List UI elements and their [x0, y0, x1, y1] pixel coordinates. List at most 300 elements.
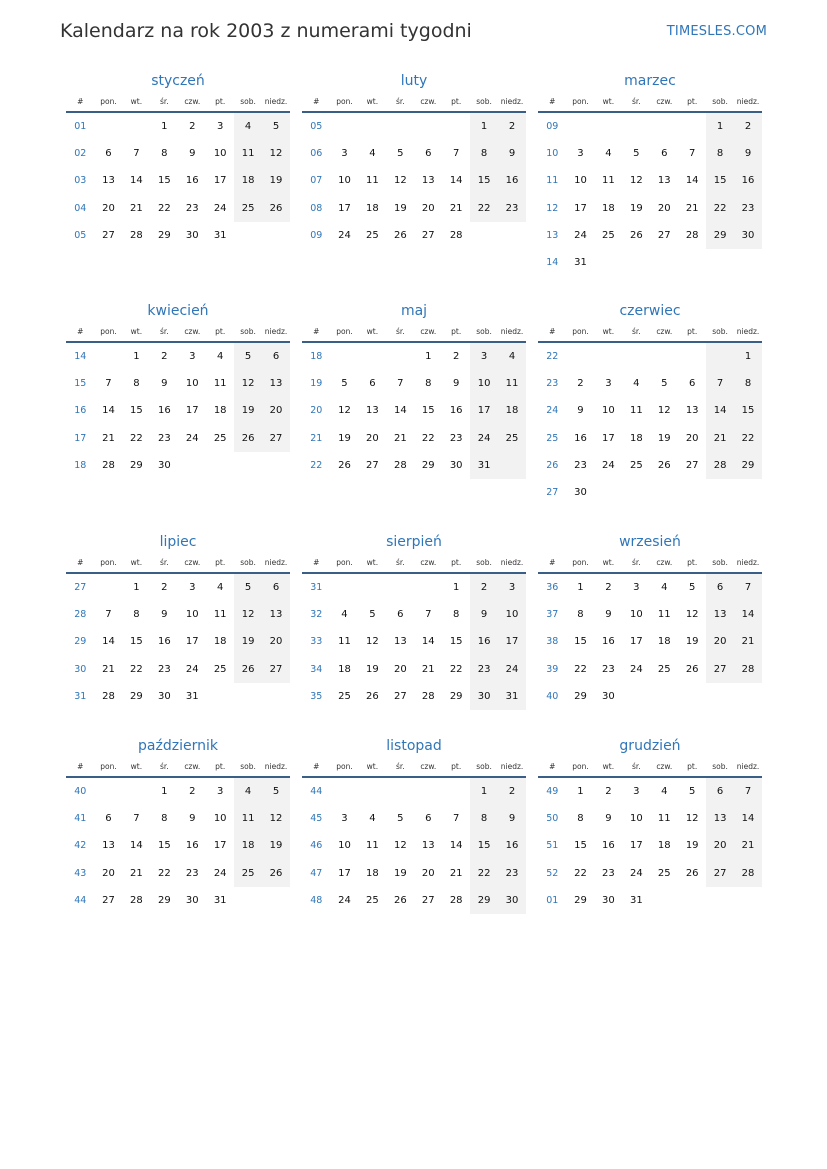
day-cell: 5: [262, 777, 290, 805]
day-cell: 9: [161, 378, 168, 390]
week-row: [538, 860, 762, 887]
week-row: [302, 370, 526, 397]
week-number: 09: [546, 121, 559, 133]
day-cell: 12: [629, 175, 643, 187]
week-number: 01: [74, 121, 87, 133]
day-cell: 19: [393, 202, 407, 214]
week-row: [66, 397, 290, 424]
month-grudzień: [538, 735, 762, 914]
day-cell: [262, 887, 290, 914]
day-cell: 28: [734, 860, 762, 887]
day-cell: 27: [657, 229, 671, 241]
day-cell: [262, 683, 290, 710]
month-table: [538, 92, 762, 276]
day-cell: 10: [185, 609, 199, 621]
week-row: [66, 222, 290, 249]
weekday-header: wt.: [122, 757, 150, 777]
week-number-header: #: [538, 553, 567, 573]
week-number: 46: [310, 840, 323, 852]
week-number: 11: [546, 175, 559, 187]
day-cell: 19: [234, 397, 262, 424]
day-cell: 10: [213, 813, 227, 825]
day-cell: 29: [157, 229, 171, 241]
month-luty: [302, 70, 526, 249]
day-cell: 29: [130, 690, 143, 702]
week-number-header: #: [302, 322, 331, 342]
day-cell: 13: [393, 636, 407, 648]
day-cell: 29: [421, 459, 435, 471]
weekday-header: czw.: [650, 553, 678, 573]
day-cell: 14: [393, 405, 407, 417]
month-table: [302, 322, 526, 479]
day-cell: 28: [449, 229, 463, 241]
day-cell: 23: [498, 195, 526, 222]
week-row: [302, 342, 526, 370]
day-cell: 7: [452, 813, 460, 825]
day-cell: 16: [185, 840, 199, 852]
day-cell: 30: [498, 887, 526, 914]
day-cell: 2: [605, 786, 612, 798]
week-row: [538, 249, 762, 276]
day-cell: 24: [498, 656, 526, 683]
week-row: [538, 628, 762, 655]
day-cell: 11: [602, 175, 615, 187]
day-cell: 11: [498, 370, 526, 397]
day-cell: 8: [133, 609, 140, 621]
day-cell: 17: [338, 202, 351, 214]
day-cell: 24: [629, 663, 643, 675]
day-cell: 9: [577, 405, 584, 417]
day-cell: 22: [130, 432, 143, 444]
day-cell: 22: [470, 195, 498, 222]
week-row: [538, 195, 762, 222]
day-cell: 11: [366, 175, 379, 187]
day-cell: 7: [133, 148, 140, 160]
day-cell: [234, 887, 262, 914]
day-cell: 16: [470, 628, 498, 655]
week-number: 17: [74, 432, 87, 444]
day-cell: [622, 112, 650, 140]
day-cell: [594, 342, 622, 370]
day-cell: 30: [602, 690, 615, 702]
month-table: [302, 757, 526, 914]
day-cell: 26: [657, 459, 671, 471]
day-cell: 14: [421, 636, 435, 648]
day-cell: 16: [498, 832, 526, 859]
day-cell: 19: [685, 636, 699, 648]
week-number-header: #: [538, 92, 567, 112]
week-number: 25: [546, 432, 559, 444]
week-row: [538, 573, 762, 601]
week-number: 14: [546, 257, 559, 269]
month-table: [538, 757, 762, 914]
day-cell: [622, 479, 650, 506]
day-cell: 28: [102, 690, 115, 702]
day-cell: 17: [574, 202, 587, 214]
day-cell: [358, 342, 386, 370]
weekday-header: wt.: [122, 322, 150, 342]
weekday-header: sob.: [234, 757, 262, 777]
day-cell: 2: [161, 582, 168, 594]
day-cell: [594, 479, 622, 506]
day-cell: 7: [105, 378, 112, 390]
week-row: [538, 425, 762, 452]
day-cell: [206, 683, 234, 710]
day-cell: 19: [629, 202, 643, 214]
day-cell: 15: [470, 832, 498, 859]
weekday-header: niedz.: [262, 553, 290, 573]
day-cell: 25: [498, 425, 526, 452]
day-cell: 21: [102, 432, 115, 444]
day-cell: 6: [105, 148, 112, 160]
weekday-header: sob.: [234, 553, 262, 573]
weekday-header: śr.: [622, 322, 650, 342]
week-number: 10: [546, 148, 559, 160]
day-cell: 16: [449, 405, 463, 417]
day-cell: 11: [213, 609, 227, 621]
day-cell: 17: [338, 867, 351, 879]
day-cell: 27: [393, 690, 407, 702]
day-cell: [386, 777, 414, 805]
weekday-header: sob.: [706, 322, 734, 342]
week-row: [302, 195, 526, 222]
weekday-header: śr.: [622, 92, 650, 112]
day-cell: 30: [734, 222, 762, 249]
day-cell: [386, 112, 414, 140]
day-cell: 8: [133, 378, 140, 390]
day-cell: 20: [706, 628, 734, 655]
week-number: 18: [310, 351, 323, 363]
week-row: [66, 342, 290, 370]
weekday-header: pon.: [567, 553, 595, 573]
week-row: [66, 777, 290, 805]
day-cell: 16: [602, 840, 615, 852]
day-cell: 2: [189, 786, 196, 798]
day-cell: 30: [602, 894, 615, 906]
day-cell: 22: [130, 663, 143, 675]
week-number: 04: [74, 202, 87, 214]
day-cell: 21: [706, 425, 734, 452]
weekday-header: niedz.: [734, 92, 762, 112]
day-cell: 18: [213, 405, 227, 417]
day-cell: 4: [369, 813, 376, 825]
day-cell: 1: [577, 582, 584, 594]
week-number: 40: [74, 786, 87, 798]
day-cell: [95, 112, 123, 140]
day-cell: 16: [734, 167, 762, 194]
day-cell: 7: [105, 609, 112, 621]
day-cell: 11: [234, 805, 262, 832]
week-row: [66, 370, 290, 397]
week-number: 06: [310, 148, 323, 160]
weekday-header: sob.: [234, 322, 262, 342]
day-cell: [650, 887, 678, 914]
day-cell: 26: [393, 229, 407, 241]
day-cell: 10: [498, 601, 526, 628]
day-cell: [706, 887, 734, 914]
day-cell: 14: [685, 175, 699, 187]
day-cell: 8: [161, 148, 168, 160]
day-cell: 19: [685, 840, 699, 852]
week-number-header: #: [302, 92, 331, 112]
brand-link[interactable]: TIMESLES.COM: [666, 24, 767, 39]
day-cell: 15: [706, 167, 734, 194]
day-cell: 1: [706, 112, 734, 140]
day-cell: [594, 249, 622, 276]
weekday-header: niedz.: [498, 92, 526, 112]
day-cell: 13: [102, 175, 115, 187]
day-cell: 16: [602, 636, 615, 648]
weekday-header: wt.: [594, 322, 622, 342]
weekday-header: pt.: [678, 322, 706, 342]
week-number: 13: [546, 229, 559, 241]
week-number: 49: [546, 786, 559, 798]
day-cell: 3: [341, 148, 348, 160]
week-number: 27: [74, 582, 87, 594]
day-cell: 13: [421, 840, 435, 852]
weekday-header: pon.: [95, 92, 123, 112]
month-październik: [66, 735, 290, 914]
week-row: [302, 860, 526, 887]
weekday-header: pon.: [331, 553, 359, 573]
day-cell: 4: [216, 582, 224, 594]
day-cell: 3: [498, 573, 526, 601]
day-cell: 15: [421, 405, 435, 417]
month-name: maj: [400, 303, 428, 319]
day-cell: 23: [574, 459, 587, 471]
day-cell: 2: [189, 121, 196, 133]
weekday-header: pon.: [567, 92, 595, 112]
day-cell: 9: [605, 609, 612, 621]
day-cell: 7: [688, 148, 696, 160]
weekday-header: niedz.: [262, 757, 290, 777]
day-cell: 9: [734, 140, 762, 167]
day-cell: [234, 683, 262, 710]
day-cell: 23: [449, 432, 463, 444]
week-number: 47: [310, 867, 323, 879]
day-cell: 16: [157, 636, 171, 648]
day-cell: 24: [338, 894, 351, 906]
day-cell: 5: [262, 112, 290, 140]
day-cell: 24: [574, 229, 587, 241]
week-row: [302, 140, 526, 167]
day-cell: 14: [102, 405, 115, 417]
day-cell: 26: [262, 195, 290, 222]
week-row: [302, 452, 526, 479]
week-row: [302, 573, 526, 601]
day-cell: 20: [366, 432, 379, 444]
weekday-header: czw.: [178, 322, 206, 342]
week-row: [66, 860, 290, 887]
day-cell: 4: [234, 112, 262, 140]
week-row: [538, 140, 762, 167]
month-table: [66, 757, 290, 914]
day-cell: 21: [102, 663, 115, 675]
week-number: 31: [74, 690, 87, 702]
day-cell: [234, 452, 262, 479]
weekday-header: wt.: [358, 553, 386, 573]
day-cell: 18: [234, 167, 262, 194]
day-cell: [734, 887, 762, 914]
weekday-header: czw.: [414, 322, 442, 342]
day-cell: 15: [130, 405, 143, 417]
day-cell: 27: [706, 860, 734, 887]
week-number-header: #: [66, 92, 95, 112]
week-row: [538, 342, 762, 370]
week-row: [302, 887, 526, 914]
week-row: [66, 573, 290, 601]
day-cell: 26: [234, 425, 262, 452]
day-cell: [122, 112, 150, 140]
weekday-header: śr.: [386, 553, 414, 573]
day-cell: 16: [498, 167, 526, 194]
day-cell: [650, 112, 678, 140]
day-cell: 25: [234, 195, 262, 222]
weekday-header: pt.: [206, 322, 234, 342]
month-name: kwiecień: [147, 303, 209, 319]
weekday-header: pt.: [442, 757, 470, 777]
day-cell: 15: [574, 840, 587, 852]
day-cell: 23: [470, 656, 498, 683]
day-cell: [706, 342, 734, 370]
week-row: [302, 832, 526, 859]
day-cell: 21: [393, 432, 407, 444]
day-cell: 13: [657, 175, 671, 187]
weekday-header: pon.: [567, 322, 595, 342]
week-number: 45: [310, 813, 323, 825]
day-cell: 7: [397, 378, 404, 390]
day-cell: 28: [449, 894, 463, 906]
day-cell: 12: [657, 405, 671, 417]
day-cell: [678, 249, 706, 276]
day-cell: 4: [605, 148, 612, 160]
week-number: 16: [74, 405, 87, 417]
day-cell: 31: [185, 690, 199, 702]
day-cell: 17: [213, 840, 227, 852]
day-cell: 20: [393, 663, 407, 675]
week-row: [66, 656, 290, 683]
day-cell: 23: [185, 202, 199, 214]
day-cell: 6: [262, 573, 290, 601]
day-cell: 7: [734, 777, 762, 805]
day-cell: [650, 342, 678, 370]
week-row: [538, 805, 762, 832]
day-cell: 1: [133, 351, 140, 363]
day-cell: 6: [688, 378, 696, 390]
day-cell: 18: [213, 636, 227, 648]
month-table: [302, 92, 526, 249]
weekday-header: wt.: [358, 92, 386, 112]
day-cell: 13: [102, 840, 115, 852]
day-cell: 1: [425, 351, 432, 363]
day-cell: 22: [706, 195, 734, 222]
day-cell: 28: [706, 452, 734, 479]
day-cell: 12: [366, 636, 379, 648]
week-number: 44: [310, 786, 323, 798]
day-cell: 3: [189, 351, 196, 363]
day-cell: 20: [102, 202, 115, 214]
day-cell: 5: [633, 148, 640, 160]
weekday-header: czw.: [414, 92, 442, 112]
day-cell: 26: [685, 663, 699, 675]
day-cell: 21: [449, 867, 463, 879]
weekday-header: sob.: [470, 553, 498, 573]
day-cell: 8: [577, 813, 584, 825]
day-cell: 1: [577, 786, 584, 798]
day-cell: [498, 452, 526, 479]
week-number: 38: [546, 636, 559, 648]
day-cell: 25: [602, 229, 615, 241]
day-cell: 22: [157, 202, 171, 214]
weekday-header: śr.: [150, 553, 178, 573]
day-cell: 23: [157, 432, 171, 444]
day-cell: 10: [338, 840, 351, 852]
day-cell: 19: [262, 167, 290, 194]
weekday-header: pt.: [442, 553, 470, 573]
day-cell: 12: [262, 805, 290, 832]
day-cell: [678, 342, 706, 370]
weekday-header: śr.: [150, 322, 178, 342]
day-cell: 10: [470, 370, 498, 397]
day-cell: 10: [185, 378, 199, 390]
weekday-header: czw.: [650, 757, 678, 777]
week-row: [302, 683, 526, 710]
day-cell: 21: [734, 832, 762, 859]
weekday-header: pon.: [331, 757, 359, 777]
weekday-header: sob.: [706, 553, 734, 573]
day-cell: 14: [449, 840, 463, 852]
week-number-header: #: [66, 322, 95, 342]
day-cell: 20: [262, 397, 290, 424]
day-cell: [358, 573, 386, 601]
day-cell: 6: [706, 777, 734, 805]
day-cell: 18: [602, 202, 615, 214]
week-row: [538, 479, 762, 506]
weekday-header: niedz.: [498, 553, 526, 573]
day-cell: 20: [706, 832, 734, 859]
month-lipiec: [66, 531, 290, 710]
week-row: [66, 887, 290, 914]
week-row: [66, 140, 290, 167]
day-cell: 8: [452, 609, 460, 621]
weekday-header: pt.: [442, 322, 470, 342]
week-row: [302, 805, 526, 832]
day-cell: 1: [452, 582, 460, 594]
day-cell: 3: [341, 813, 348, 825]
day-cell: 18: [234, 832, 262, 859]
month-name: styczeń: [151, 73, 205, 89]
month-maj: [302, 300, 526, 479]
day-cell: 12: [262, 140, 290, 167]
day-cell: 13: [421, 175, 435, 187]
day-cell: 9: [498, 805, 526, 832]
day-cell: 29: [157, 894, 171, 906]
day-cell: 27: [102, 894, 115, 906]
day-cell: 23: [602, 867, 615, 879]
week-number: 29: [74, 636, 87, 648]
week-number: 50: [546, 813, 559, 825]
day-cell: 25: [657, 663, 671, 675]
month-marzec: [538, 70, 762, 276]
day-cell: [414, 777, 442, 805]
day-cell: 30: [449, 459, 463, 471]
day-cell: 21: [130, 202, 143, 214]
day-cell: 8: [470, 805, 498, 832]
week-number: 30: [74, 663, 87, 675]
day-cell: 1: [161, 121, 168, 133]
day-cell: 9: [470, 601, 498, 628]
day-cell: 6: [262, 342, 290, 370]
